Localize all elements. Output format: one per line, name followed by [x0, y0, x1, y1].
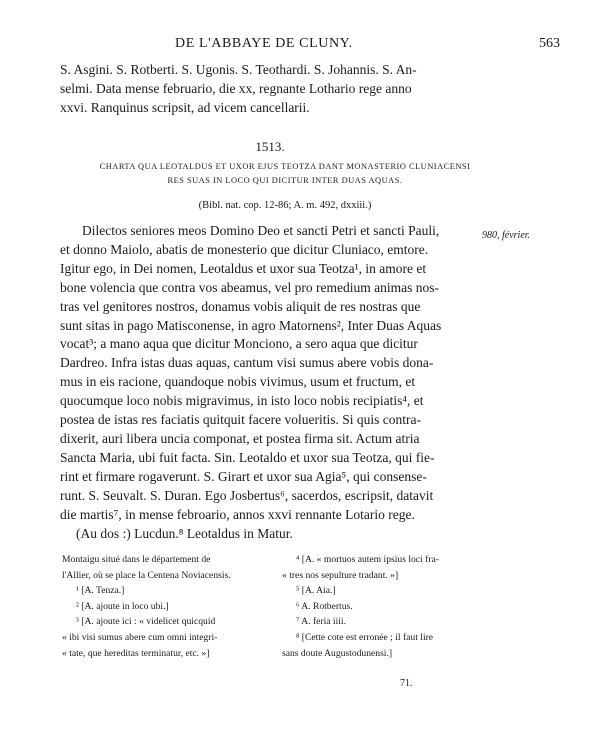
text-line: postea de istas res faciatis quitquit facere volueritis. Si quis contra-	[60, 412, 422, 428]
footnote-line: ³ [A. ajoute ici : « videlicet quicquid	[76, 616, 216, 628]
text-line: quocumque loco nobis migravimus, in isto loco nobis recipiatis⁴, et	[60, 393, 424, 409]
text-line: mus in eis racione, quandoque nobis vivimus, usum et fructum, et	[60, 374, 416, 390]
footnotes-right	[282, 552, 482, 661]
margin-date: 980, février.	[482, 230, 531, 241]
footnote-line: ¹ [A. Tenza.]	[76, 585, 125, 597]
text-line: Igitur ego, in Dei nomen, Leotaldus et uxor sua Teotza¹, in amore et	[60, 260, 427, 276]
running-head	[60, 36, 560, 56]
heading-line: CHARTA QUA LEOTALDUS ET UXOR EJUS TEOTZA DANT MONASTERIO CLUNIACENSI	[99, 162, 471, 171]
text-line: et donno Maiolo, abatis de monesterio que dicitur Cluniaco, emtore.	[60, 241, 429, 257]
signature-mark: 71.	[400, 678, 413, 689]
page-number: 563	[539, 36, 560, 51]
charter-text	[60, 222, 475, 543]
text-line: die martis⁷, in mense febroario, annos xxvi rennante Lotario rege.	[60, 506, 415, 522]
footnote-line: ⁶ A. Rotbertus.	[296, 600, 353, 612]
footnote-line: ⁸ [Cette cote est erronée ; il faut lire	[296, 631, 434, 643]
carryover-text	[60, 60, 475, 117]
running-head-title: DE L'ABBAYE DE CLUNY.	[175, 36, 353, 51]
footnote-line: l'Allier, où se place la Centena Noviacensis.	[62, 569, 231, 581]
text-line: dixerit, auri libera uncia componat, et postea firma sit. Actum atria	[60, 430, 420, 446]
heading-line: RES SUAS IN LOCO QUI DICITUR INTER DUAS AQUAS.	[167, 176, 403, 185]
text-line: xxvi. Ranquinus scripsit, ad vicem cancellarii.	[60, 100, 310, 115]
text-line: Dilectos seniores meos Domino Deo et sancti Petri et sancti Pauli,	[82, 223, 440, 238]
footnote-line: ² [A. ajoute in loco ubi.]	[76, 600, 169, 612]
footnote-line: « tres nos sepulture tradant. »]	[282, 569, 399, 581]
text-line: selmi. Data mense februario, die xx, regnante Lothario rege anno	[60, 81, 412, 96]
text-line: S. Asgini. S. Rotberti. S. Ugonis. S. Teothardi. S. Johannis. S. An-	[60, 62, 417, 77]
footnote-line: ⁷ A. feria iiii.	[296, 616, 346, 628]
charter-number: 1513.	[255, 139, 285, 154]
charter-heading	[60, 160, 510, 188]
text-line: Dardreo. Infra istas duas aquas, cantum visi sumus abere vobis dona-	[60, 355, 434, 371]
footnote-line: ⁵ [A. Aia.]	[296, 585, 336, 597]
footnote-line: Montaigu situé dans le département de	[62, 554, 211, 565]
text-line: runt. S. Seuvalt. S. Duran. Ego Josbertus⁶, sacerdos, escripsit, datavit	[60, 487, 434, 503]
text-line: Sancta Maria, ubi fuit facta. Sin. Leotaldo et uxor sua Teotza, qui fie-	[60, 449, 435, 465]
text-line: rint et firmare rogaverunt. S. Girart et uxor sua Agia⁵, qui consense-	[60, 468, 427, 484]
footnote-line: « ibi visi sumus abere cum omni integri-	[62, 631, 218, 643]
footnotes-left	[62, 552, 267, 661]
footnote-line: « tate, que hereditas terminatur, etc. »]	[62, 647, 210, 659]
text-line: tras vel genitores nostros, donamus vobis aliquit de res nostras que	[60, 298, 421, 314]
footnote-line: ⁴ [A. « mortuos autem ipsius loci fra-	[296, 554, 439, 565]
text-line: sunt sitas in pago Matisconense, in agro Matornens², Inter Duas Aquas	[60, 317, 442, 333]
text-line: bone volencia que contra vos abeamus, vel pro remedium animas nos-	[60, 279, 440, 295]
footnote-line: sans doute Augustodunensi.]	[282, 647, 393, 659]
text-line: vocat³; a mano aqua que dicitur Monciono, a sero aqua que dicitur	[60, 336, 418, 352]
text-line-dorsal: (Au dos :) Lucdun.⁸ Leotaldus in Matur.	[76, 525, 293, 541]
charter-source: (Bibl. nat. cop. 12-86; A. m. 492, dxxiii.)	[198, 200, 372, 211]
